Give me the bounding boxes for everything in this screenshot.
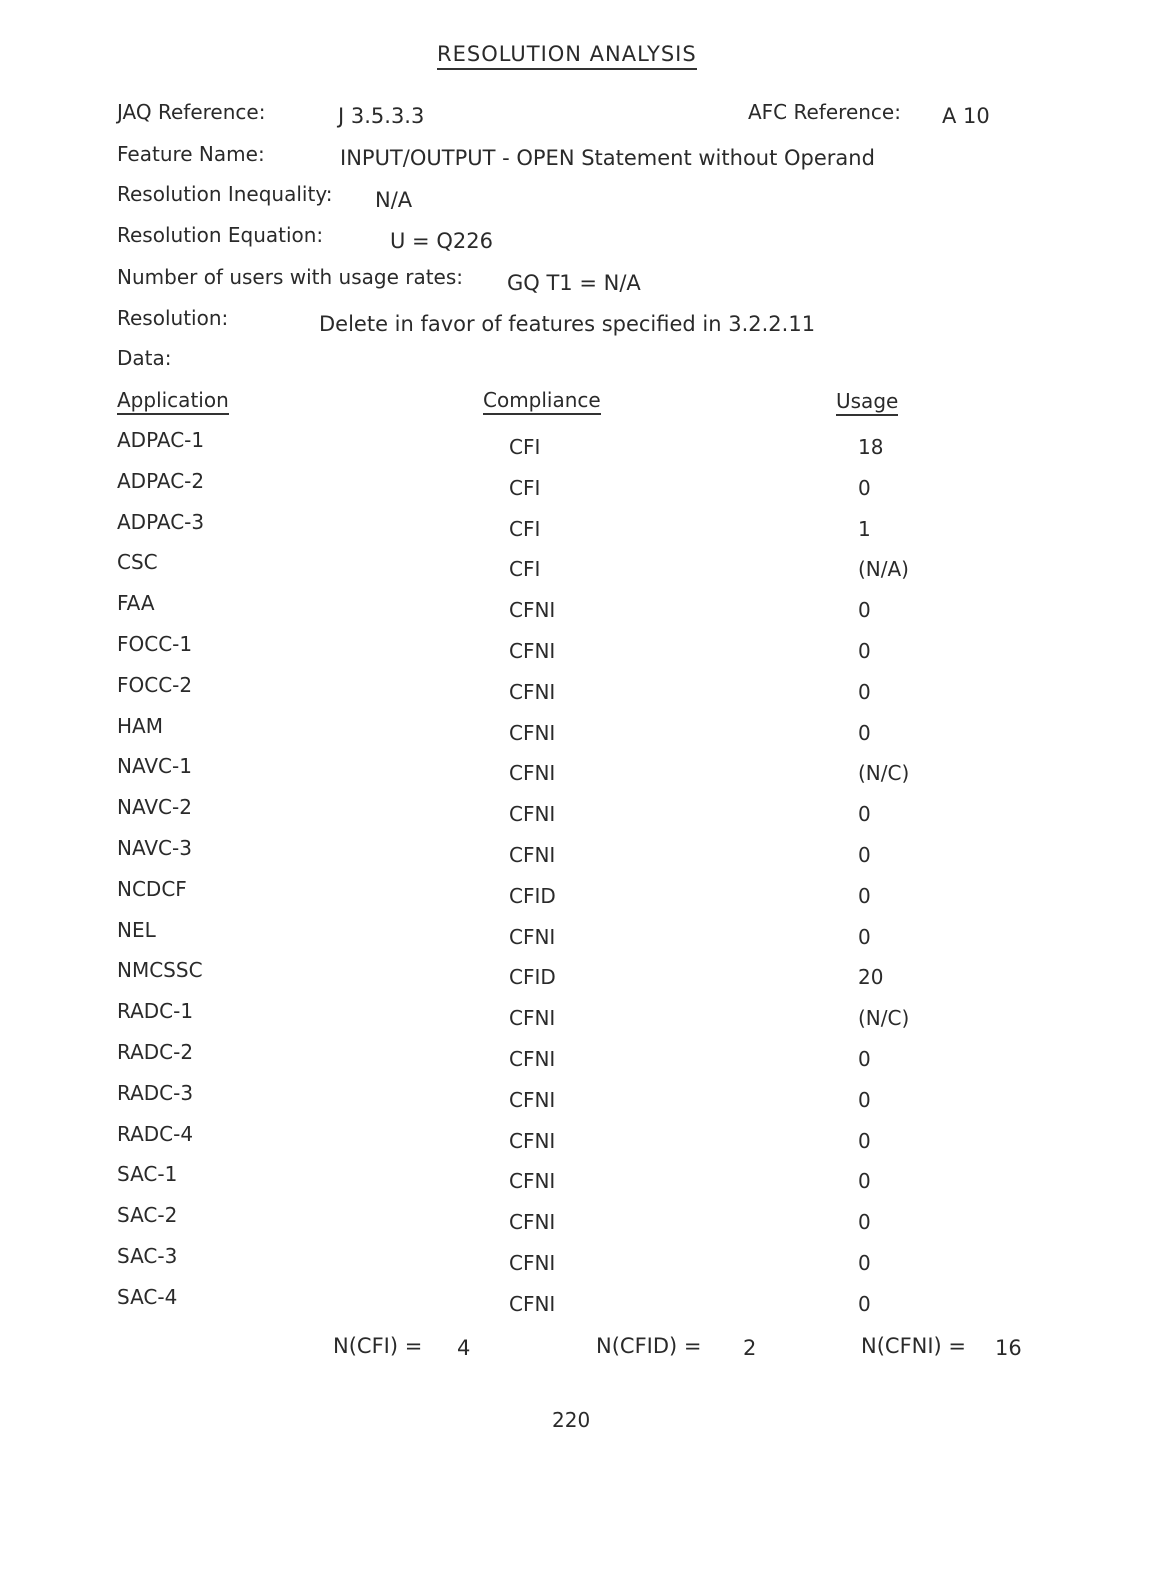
cell-usage: 0 [858,639,871,663]
cell-usage: 20 [858,965,884,989]
cell-application: NEL [117,918,156,942]
resolution-value: Delete in favor of features specified in 3.2.2.11 [319,312,816,336]
cell-compliance: CFNI [509,1251,556,1275]
cell-application: NAVC-1 [117,754,192,778]
cell-usage: 0 [858,476,871,500]
cell-compliance: CFNI [509,761,556,785]
cell-compliance: CFI [509,557,541,581]
cell-compliance: CFNI [509,1129,556,1153]
cell-usage: 1 [858,517,871,541]
jaq-reference-label: JAQ Reference: [117,100,266,124]
cell-usage: (N/C) [858,1006,910,1030]
cell-usage: 0 [858,1251,871,1275]
cell-compliance: CFI [509,476,541,500]
cell-compliance: CFNI [509,1047,556,1071]
cell-application: CSC [117,550,158,574]
cell-application: FOCC-2 [117,673,193,697]
resolution-equation-value: U = Q226 [390,229,493,253]
page-number: 220 [552,1408,591,1432]
cell-usage: 0 [858,925,871,949]
feature-name-label: Feature Name: [117,142,265,166]
cell-compliance: CFNI [509,1210,556,1234]
cell-usage: 0 [858,1292,871,1316]
cell-usage: 0 [858,884,871,908]
jaq-reference-value: J 3.5.3.3 [338,104,425,128]
cell-compliance: CFNI [509,1006,556,1030]
afc-reference-label: AFC Reference: [748,100,901,124]
cell-usage: 0 [858,843,871,867]
cell-usage: 0 [858,1047,871,1071]
cell-application: ADPAC-1 [117,428,205,452]
cell-application: RADC-3 [117,1081,194,1105]
cell-usage: 0 [858,1129,871,1153]
cell-compliance: CFI [509,517,541,541]
cell-compliance: CFNI [509,639,556,663]
cell-application: RADC-4 [117,1122,194,1146]
cell-application: NAVC-3 [117,836,192,860]
cell-usage: 0 [858,802,871,826]
total-cfni-label: N(CFNI) = [861,1334,967,1358]
column-header-compliance: Compliance [483,388,601,415]
cell-compliance: CFI [509,435,541,459]
cell-compliance: CFNI [509,802,556,826]
column-header-usage: Usage [836,389,898,416]
total-cfni-value: 16 [995,1336,1022,1360]
cell-usage: 0 [858,721,871,745]
data-label: Data: [117,346,172,370]
cell-usage: 0 [858,680,871,704]
cell-compliance: CFNI [509,1088,556,1112]
cell-compliance: CFNI [509,843,556,867]
column-header-application: Application [117,388,229,415]
users-usage-value: GQ T1 = N/A [507,271,641,295]
resolution-inequality-value: N/A [375,188,413,212]
cell-usage: (N/C) [858,761,910,785]
cell-application: NMCSSC [117,958,203,982]
resolution-equation-label: Resolution Equation: [117,223,324,247]
total-cfi-value: 4 [457,1336,471,1360]
afc-reference-value: A 10 [942,104,990,128]
cell-usage: 0 [858,1210,871,1234]
cell-application: ADPAC-3 [117,510,205,534]
cell-application: FAA [117,591,155,615]
cell-application: HAM [117,714,163,738]
resolution-label: Resolution: [117,306,229,330]
cell-usage: 18 [858,435,884,459]
cell-compliance: CFID [509,965,556,989]
page-title: RESOLUTION ANALYSIS [437,42,697,70]
cell-usage: 0 [858,1088,871,1112]
total-cfid-value: 2 [743,1336,757,1360]
cell-application: SAC-4 [117,1285,178,1309]
resolution-inequality-label: Resolution Inequality: [117,182,333,206]
total-cfid-label: N(CFID) = [596,1334,702,1358]
cell-application: ADPAC-2 [117,469,205,493]
cell-compliance: CFNI [509,925,556,949]
cell-usage: (N/A) [858,557,909,581]
total-cfi-label: N(CFI) = [333,1334,423,1358]
feature-name-value: INPUT/OUTPUT - OPEN Statement without Operand [340,146,875,170]
cell-application: RADC-2 [117,1040,194,1064]
cell-compliance: CFNI [509,1292,556,1316]
users-usage-label: Number of users with usage rates: [117,265,464,289]
cell-application: FOCC-1 [117,632,193,656]
cell-compliance: CFNI [509,680,556,704]
cell-compliance: CFID [509,884,556,908]
cell-usage: 0 [858,1169,871,1193]
cell-application: NCDCF [117,877,187,901]
cell-application: NAVC-2 [117,795,192,819]
cell-compliance: CFNI [509,598,556,622]
cell-usage: 0 [858,598,871,622]
cell-compliance: CFNI [509,721,556,745]
cell-compliance: CFNI [509,1169,556,1193]
cell-application: SAC-2 [117,1203,178,1227]
cell-application: RADC-1 [117,999,194,1023]
cell-application: SAC-3 [117,1244,178,1268]
cell-application: SAC-1 [117,1162,178,1186]
